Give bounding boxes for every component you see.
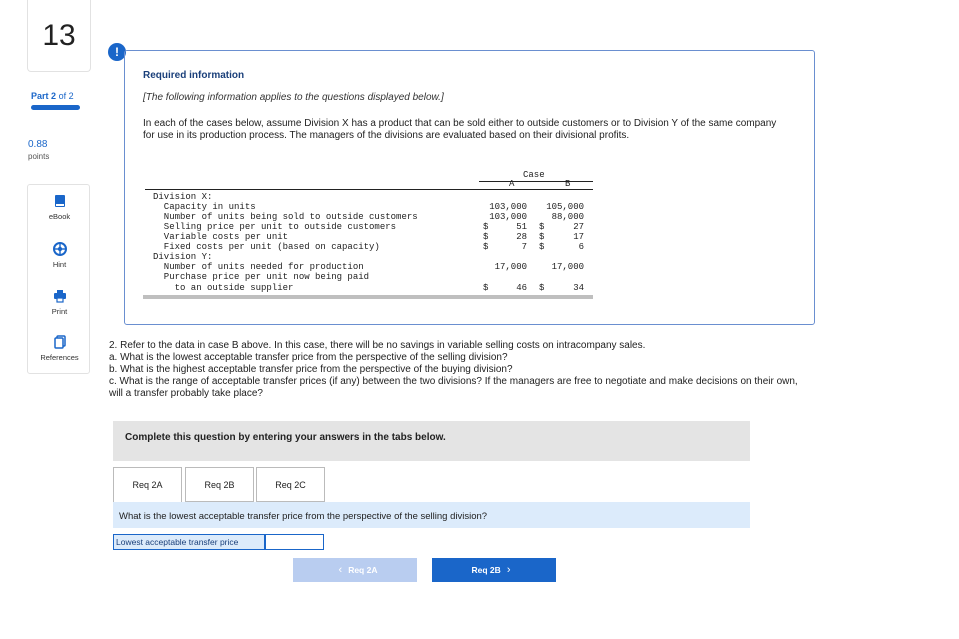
table-scrollbar[interactable] bbox=[143, 295, 593, 299]
complete-banner-text: Complete this question by entering your answers in the tabs below. bbox=[125, 432, 446, 443]
ebook-label: eBook bbox=[48, 212, 71, 221]
hint-button[interactable] bbox=[28, 242, 91, 269]
table-rule bbox=[145, 189, 593, 190]
table-row-label: Division Y: bbox=[153, 252, 213, 262]
table-cell-a: 51 bbox=[516, 222, 527, 232]
part-of: of 2 bbox=[58, 91, 74, 101]
table-cell-a: 103,000 bbox=[489, 202, 527, 212]
prompt-bar bbox=[113, 502, 750, 528]
book-icon bbox=[53, 194, 67, 208]
table-cell-b: 105,000 bbox=[546, 202, 584, 212]
question-number: 13 bbox=[27, 0, 91, 72]
question-part-c: c. What is the range of acceptable transfer prices (if any) between the two divisions? If the managers are free to negotiate and make decisions on their own, will a transfer probably take place? bbox=[109, 376, 798, 399]
table-cell-a-currency: $ bbox=[483, 283, 489, 293]
question-part-b: b. What is the highest acceptable transfer price from the perspective of the buying division? bbox=[109, 364, 513, 375]
answer-label: Lowest acceptable transfer price bbox=[113, 534, 265, 550]
alert-icon: ! bbox=[108, 43, 126, 61]
table-row-label: Number of units being sold to outside customers bbox=[153, 212, 418, 222]
points-label: points bbox=[28, 152, 50, 161]
tab-req-2c[interactable]: Req 2C bbox=[256, 467, 325, 502]
references-icon bbox=[53, 335, 67, 349]
question-intro: 2. Refer to the data in case B above. In this case, there will be no savings in variable selling costs on intracompany sales. bbox=[109, 340, 646, 351]
tab-req-2a[interactable]: Req 2A bbox=[113, 467, 182, 502]
table-cell-a: 103,000 bbox=[489, 212, 527, 222]
prev-label: Req 2A bbox=[348, 565, 378, 575]
table-row-label: Fixed costs per unit (based on capacity) bbox=[153, 242, 380, 252]
points-value: 0.88 bbox=[28, 139, 48, 150]
answer-input[interactable] bbox=[265, 534, 324, 550]
table-cell-b-currency: $ bbox=[539, 242, 545, 252]
table-row-label: to an outside supplier bbox=[153, 283, 294, 293]
table-cell-b: 27 bbox=[573, 222, 584, 232]
references-label: References bbox=[40, 353, 79, 362]
table-cell-b: 17 bbox=[573, 232, 584, 242]
required-info-subtitle: [The following information applies to the questions displayed below.] bbox=[143, 92, 444, 103]
table-cell-b: 34 bbox=[573, 283, 584, 293]
table-cell-a: 7 bbox=[521, 242, 527, 252]
table-row-label: Selling price per unit to outside customers bbox=[153, 222, 397, 232]
next-button[interactable] bbox=[432, 558, 556, 582]
references-button[interactable] bbox=[28, 335, 91, 362]
table-cell-b: 88,000 bbox=[551, 212, 584, 222]
part-progress-label bbox=[31, 91, 74, 101]
part-progress-bar bbox=[31, 105, 80, 110]
chevron-left-icon: ‹ bbox=[338, 564, 343, 576]
table-cell-a-currency: $ bbox=[483, 222, 489, 232]
table-cell-a-currency: $ bbox=[483, 242, 489, 252]
tools-panel bbox=[27, 184, 90, 374]
table-cell-b: 6 bbox=[578, 242, 584, 252]
question-part-a: a. What is the lowest acceptable transfer price from the perspective of the selling division? bbox=[109, 352, 508, 363]
table-cell-b-currency: $ bbox=[539, 283, 545, 293]
table-row-label: Capacity in units bbox=[153, 202, 256, 212]
required-info-description: In each of the cases below, assume Division X has a product that can be sold either to outside customers or to Division Y of the same company for use in its production process. The managers of the divisions are evaluated based on their divisional profits. bbox=[143, 118, 777, 141]
print-label: Print bbox=[51, 307, 68, 316]
table-cell-a: 28 bbox=[516, 232, 527, 242]
table-row-label: Purchase price per unit now being paid bbox=[153, 272, 370, 282]
tab-req-2b[interactable]: Req 2B bbox=[185, 467, 254, 502]
case-header: Case bbox=[523, 170, 545, 180]
table-cell-a-currency: $ bbox=[483, 232, 489, 242]
table-cell-b: 17,000 bbox=[551, 262, 584, 272]
table-cell-b-currency: $ bbox=[539, 222, 545, 232]
next-label: Req 2B bbox=[471, 565, 501, 575]
table-cell-a: 46 bbox=[516, 283, 527, 293]
col-a-header: A bbox=[509, 179, 515, 189]
part-word: Part bbox=[31, 91, 49, 101]
required-info-title: Required information bbox=[143, 70, 245, 81]
required-info-box bbox=[124, 50, 815, 325]
table-row-label: Division X: bbox=[153, 192, 213, 202]
complete-banner bbox=[113, 421, 750, 461]
prompt-text: What is the lowest acceptable transfer price from the perspective of the selling division? bbox=[119, 511, 488, 522]
table-cell-a: 17,000 bbox=[494, 262, 527, 272]
hint-label: Hint bbox=[52, 260, 67, 269]
question-text bbox=[109, 340, 809, 400]
part-current: 2 bbox=[51, 91, 57, 101]
table-rule bbox=[479, 181, 593, 182]
table-cell-b-currency: $ bbox=[539, 232, 545, 242]
chevron-right-icon: › bbox=[506, 564, 511, 576]
print-icon bbox=[53, 289, 67, 303]
table-row-label: Variable costs per unit bbox=[153, 232, 289, 242]
hint-icon bbox=[53, 242, 67, 256]
print-button[interactable] bbox=[28, 289, 91, 316]
col-b-header: B bbox=[565, 179, 571, 189]
table-row-label: Number of units needed for production bbox=[153, 262, 364, 272]
prev-button[interactable] bbox=[293, 558, 417, 582]
ebook-button[interactable] bbox=[28, 194, 91, 221]
